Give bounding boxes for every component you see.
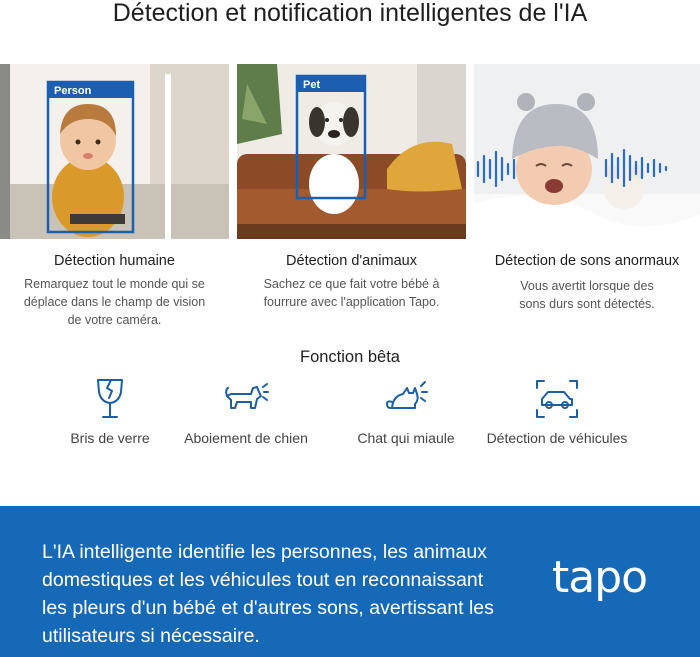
feature-cat-meowing [350,378,462,446]
pet-detection-desc: Sachez ce que fait votre bébé à fourrure avec l'application Tapo. [263,277,440,309]
pet-tag: Pet [303,79,321,91]
pet-detection-photo [237,64,466,239]
human-detection-desc: Remarquez tout le monde qui se déplace dans le champ de vision de votre caméra. [23,277,206,327]
sound-detection-title: Détection de sons anormaux [494,253,680,269]
page-title: Détection et notification intelligentes de l'IA [112,0,588,27]
vehicle-detection-label: Détection de véhicules [486,430,628,446]
barking-dog-icon [223,378,269,420]
beta-title: Fonction bêta [300,348,400,366]
broken-glass-icon [95,378,125,420]
dog-barking-label: Aboiement de chien [184,430,308,446]
feature-vehicle-detection [482,378,632,446]
pet-detection-title: Détection d'animaux [286,253,417,269]
tapo-logo: tapo [552,552,648,603]
banner-text: L'IA intelligente identifie les personnes, les animaux domestiques et les véhicules tout en reconnaissant les pleurs d'un bébé et d'autres sons, avertissant les utilisateurs si nécessaire. [42,541,494,647]
human-detection-title: Détection humaine [54,253,175,269]
vehicle-detection-icon [534,378,580,420]
human-detection-photo [0,64,229,239]
sound-detection-desc: Vous avertit lorsque des sons durs sont détectés. [519,279,655,311]
feature-broken-glass [60,378,160,446]
sound-detection-photo [474,64,700,239]
person-tag: Person [54,85,92,97]
cat-meowing-label: Chat qui miaule [357,430,455,446]
feature-dog-barking [176,378,316,446]
broken-glass-label: Bris de verre [70,430,150,446]
meowing-cat-icon [383,378,429,420]
